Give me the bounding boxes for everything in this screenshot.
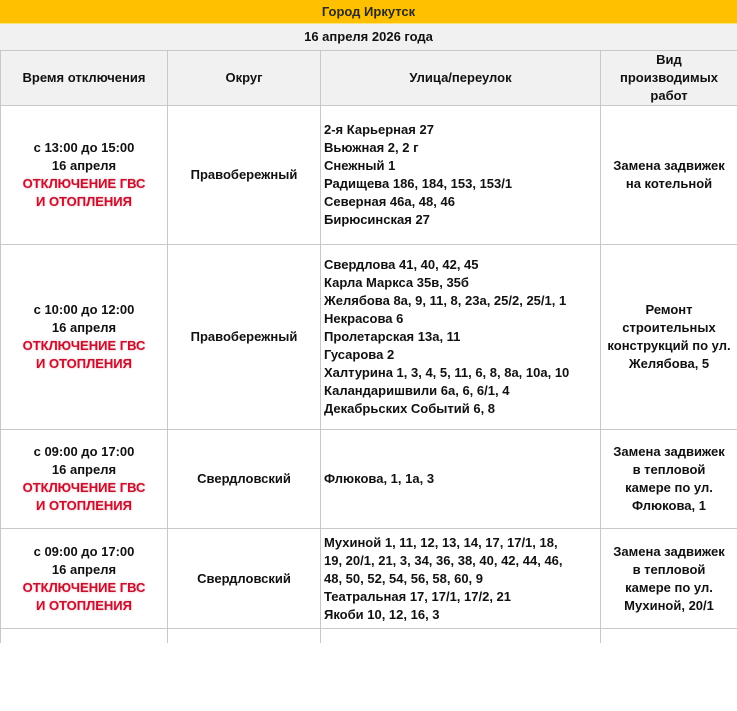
street-line: Декабрьских Событий 6, 8 — [324, 401, 496, 416]
alert-text: И ОТОПЛЕНИЯ — [35, 194, 132, 209]
time-cell — [1, 529, 168, 629]
work-line: Мухиной, 20/1 — [624, 597, 714, 613]
work-line: камере по ул. — [625, 579, 713, 595]
street-line: Якоби 10, 12, 16, 3 — [324, 606, 440, 622]
street-line: Каландаришвили 6а, 6, 6/1, 4 — [324, 383, 510, 398]
empty-cell — [1, 629, 168, 644]
streets-cell — [321, 529, 601, 629]
work-line: Ремонт — [645, 302, 693, 317]
street-line: Гусарова 2 — [324, 347, 395, 362]
table-row — [1, 106, 737, 245]
empty-cell — [321, 629, 601, 644]
time-range: с 09:00 до 17:00 — [33, 444, 135, 459]
street-line: Халтурина 1, 3, 4, 5, 11, 6, 8, 8а, 10а, 10 — [324, 365, 570, 380]
work-line: на котельной — [625, 176, 713, 191]
district-cell: Свердловский — [168, 430, 321, 529]
street-line: 19, 20/1, 21, 3, 34, 36, 38, 40, 42, 44, 46, — [324, 552, 563, 568]
district-cell: Правобережный — [168, 245, 321, 430]
empty-cell — [601, 629, 737, 644]
alert-text: ОТКЛЮЧЕНИЕ ГВС — [22, 579, 146, 595]
time-cell — [1, 430, 168, 529]
time-range: с 10:00 до 12:00 — [33, 302, 135, 317]
street-line: Карла Маркса 35в, 35б — [324, 275, 469, 290]
street-line: Флюкова, 1, 1а, 3 — [324, 471, 435, 486]
street-line: Некрасова 6 — [324, 311, 404, 326]
street-line: 2-я Карьерная 27 — [324, 122, 434, 137]
alert-text: ОТКЛЮЧЕНИЕ ГВС — [22, 480, 146, 495]
empty-cell — [168, 629, 321, 644]
alert-text: И ОТОПЛЕНИЯ — [35, 356, 132, 371]
work-line: Флюкова, 1 — [632, 498, 706, 513]
table-row-partial — [1, 629, 737, 644]
work-line: Желябова, 5 — [628, 356, 710, 371]
street-line: Вьюжная 2, 2 г — [324, 140, 419, 155]
date-title: 16 апреля 2026 года — [0, 24, 737, 50]
table-header-row — [1, 51, 737, 106]
header-time: Время отключения — [1, 51, 168, 106]
work-line: конструкций по ул. — [607, 338, 731, 353]
streets-cell — [321, 106, 601, 245]
work-line: строительных — [622, 320, 716, 335]
street-line: Свердлова 41, 40, 42, 45 — [324, 257, 479, 272]
street-line: Желябова 8а, 9, 11, 8, 23а, 25/2, 25/1, 1 — [324, 293, 567, 308]
city-title: Город Иркутск — [0, 0, 737, 24]
outage-table — [0, 50, 737, 643]
district-cell: Правобережный — [168, 106, 321, 245]
table-row — [1, 529, 737, 629]
time-range: с 09:00 до 17:00 — [33, 543, 135, 559]
street-line: Радищева 186, 184, 153, 153/1 — [324, 176, 513, 191]
street-line: Театральная 17, 17/1, 17/2, 21 — [324, 588, 512, 604]
district-cell: Свердловский — [168, 529, 321, 629]
time-cell — [1, 245, 168, 430]
streets-cell — [321, 430, 601, 529]
street-line: Снежный 1 — [324, 158, 396, 173]
header-district: Округ — [168, 51, 321, 106]
street-line: Пролетарская 13а, 11 — [324, 329, 461, 344]
time-range: с 13:00 до 15:00 — [33, 140, 135, 155]
work-cell — [601, 106, 737, 245]
alert-text: ОТКЛЮЧЕНИЕ ГВС — [22, 338, 146, 353]
work-cell — [601, 245, 737, 430]
day: 16 апреля — [51, 320, 117, 335]
header-street: Улица/переулок — [321, 51, 601, 106]
work-cell — [601, 529, 737, 629]
work-line: в тепловой — [632, 462, 706, 477]
street-line: Северная 46а, 48, 46 — [324, 194, 455, 209]
work-line: в тепловой — [632, 561, 706, 577]
streets-cell — [321, 245, 601, 430]
street-line: 48, 50, 52, 54, 56, 58, 60, 9 — [324, 570, 484, 586]
street-line: Бирюсинская 27 — [324, 212, 430, 227]
header-work: Вид производимых работ — [601, 51, 737, 106]
work-line: Замена задвижек — [613, 158, 725, 173]
table-row — [1, 430, 737, 529]
work-line: камере по ул. — [625, 480, 713, 495]
alert-text: И ОТОПЛЕНИЯ — [35, 498, 132, 513]
work-cell — [601, 430, 737, 529]
alert-text: ОТКЛЮЧЕНИЕ ГВС — [22, 176, 146, 191]
work-line: Замена задвижек — [613, 444, 725, 459]
day: 16 апреля — [51, 462, 117, 477]
time-cell — [1, 106, 168, 245]
street-line: Мухиной 1, 11, 12, 13, 14, 17, 17/1, 18, — [324, 534, 558, 550]
table-row — [1, 245, 737, 430]
day: 16 апреля — [51, 561, 117, 577]
day: 16 апреля — [51, 158, 117, 173]
alert-text: И ОТОПЛЕНИЯ — [35, 597, 132, 613]
work-line: Замена задвижек — [613, 543, 725, 559]
